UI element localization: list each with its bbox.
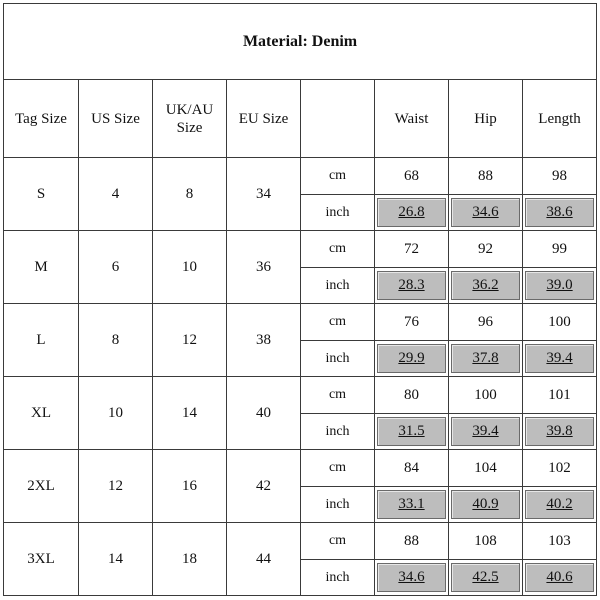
waist-cm-cell: 84 bbox=[375, 450, 449, 487]
header-eu-size: EU Size bbox=[227, 80, 301, 158]
header-us-size: US Size bbox=[79, 80, 153, 158]
tag-size-cell: L bbox=[4, 304, 79, 377]
header-unit bbox=[301, 80, 375, 158]
tag-size-cell: XL bbox=[4, 377, 79, 450]
waist-inch-cell bbox=[375, 414, 449, 450]
length-cm-cell: 103 bbox=[523, 523, 597, 560]
tag-size-cell: 3XL bbox=[4, 523, 79, 596]
us-size-cell: 10 bbox=[79, 377, 153, 450]
inch-value-highlight: 29.9 bbox=[377, 344, 446, 373]
hip-cm-cell: 96 bbox=[449, 304, 523, 341]
waist-inch-cell bbox=[375, 341, 449, 377]
header-waist: Waist bbox=[375, 80, 449, 158]
header-length: Length bbox=[523, 80, 597, 158]
length-inch-cell bbox=[523, 487, 597, 523]
inch-value-highlight: 40.9 bbox=[451, 490, 520, 519]
inch-value-highlight: 40.2 bbox=[525, 490, 594, 519]
tag-size-cell: 2XL bbox=[4, 450, 79, 523]
waist-cm-cell: 88 bbox=[375, 523, 449, 560]
length-cm-cell: 102 bbox=[523, 450, 597, 487]
length-cm-cell: 101 bbox=[523, 377, 597, 414]
length-inch-cell bbox=[523, 195, 597, 231]
eu-size-cell: 40 bbox=[227, 377, 301, 450]
hip-inch-cell bbox=[449, 487, 523, 523]
inch-value-highlight: 40.6 bbox=[525, 563, 594, 592]
inch-value-highlight: 28.3 bbox=[377, 271, 446, 300]
length-inch-cell bbox=[523, 268, 597, 304]
hip-cm-cell: 100 bbox=[449, 377, 523, 414]
inch-value-highlight: 36.2 bbox=[451, 271, 520, 300]
inch-value-highlight: 39.0 bbox=[525, 271, 594, 300]
inch-value-highlight: 39.4 bbox=[451, 417, 520, 446]
waist-cm-cell: 68 bbox=[375, 158, 449, 195]
ukau-size-cell: 18 bbox=[153, 523, 227, 596]
header-hip: Hip bbox=[449, 80, 523, 158]
tag-size-cell: S bbox=[4, 158, 79, 231]
header-tag-size: Tag Size bbox=[4, 80, 79, 158]
inch-value-highlight: 42.5 bbox=[451, 563, 520, 592]
length-cm-cell: 100 bbox=[523, 304, 597, 341]
ukau-size-cell: 16 bbox=[153, 450, 227, 523]
header-ukau-size: UK/AU Size bbox=[153, 80, 227, 158]
us-size-cell: 6 bbox=[79, 231, 153, 304]
us-size-cell: 8 bbox=[79, 304, 153, 377]
inch-value-highlight: 34.6 bbox=[451, 198, 520, 227]
inch-value-highlight: 37.8 bbox=[451, 344, 520, 373]
size-row-cm bbox=[4, 450, 597, 487]
size-row-cm bbox=[4, 523, 597, 560]
unit-cm-cell: cm bbox=[301, 377, 375, 414]
unit-inch-cell: inch bbox=[301, 195, 375, 231]
length-cm-cell: 99 bbox=[523, 231, 597, 268]
ukau-size-cell: 8 bbox=[153, 158, 227, 231]
hip-inch-cell bbox=[449, 414, 523, 450]
inch-value-highlight: 38.6 bbox=[525, 198, 594, 227]
waist-cm-cell: 80 bbox=[375, 377, 449, 414]
inch-value-highlight: 34.6 bbox=[377, 563, 446, 592]
ukau-size-cell: 14 bbox=[153, 377, 227, 450]
waist-inch-cell bbox=[375, 560, 449, 596]
inch-value-highlight: 39.8 bbox=[525, 417, 594, 446]
hip-cm-cell: 88 bbox=[449, 158, 523, 195]
hip-inch-cell bbox=[449, 268, 523, 304]
length-inch-cell bbox=[523, 414, 597, 450]
unit-inch-cell: inch bbox=[301, 560, 375, 596]
eu-size-cell: 42 bbox=[227, 450, 301, 523]
length-inch-cell bbox=[523, 341, 597, 377]
unit-inch-cell: inch bbox=[301, 341, 375, 377]
inch-value-highlight: 33.1 bbox=[377, 490, 446, 519]
inch-value-highlight: 26.8 bbox=[377, 198, 446, 227]
waist-inch-cell bbox=[375, 487, 449, 523]
size-row-cm bbox=[4, 377, 597, 414]
tag-size-cell: M bbox=[4, 231, 79, 304]
us-size-cell: 14 bbox=[79, 523, 153, 596]
inch-value-highlight: 31.5 bbox=[377, 417, 446, 446]
eu-size-cell: 34 bbox=[227, 158, 301, 231]
us-size-cell: 4 bbox=[79, 158, 153, 231]
unit-cm-cell: cm bbox=[301, 231, 375, 268]
size-row-cm bbox=[4, 231, 597, 268]
size-chart-table bbox=[3, 3, 597, 596]
eu-size-cell: 36 bbox=[227, 231, 301, 304]
hip-cm-cell: 104 bbox=[449, 450, 523, 487]
eu-size-cell: 38 bbox=[227, 304, 301, 377]
header-row bbox=[4, 80, 597, 158]
size-row-cm bbox=[4, 158, 597, 195]
title-row bbox=[4, 4, 597, 80]
unit-cm-cell: cm bbox=[301, 523, 375, 560]
unit-cm-cell: cm bbox=[301, 450, 375, 487]
hip-cm-cell: 108 bbox=[449, 523, 523, 560]
hip-inch-cell bbox=[449, 560, 523, 596]
inch-value-highlight: 39.4 bbox=[525, 344, 594, 373]
ukau-size-cell: 10 bbox=[153, 231, 227, 304]
hip-inch-cell bbox=[449, 341, 523, 377]
hip-inch-cell bbox=[449, 195, 523, 231]
unit-inch-cell: inch bbox=[301, 268, 375, 304]
waist-inch-cell bbox=[375, 195, 449, 231]
eu-size-cell: 44 bbox=[227, 523, 301, 596]
unit-inch-cell: inch bbox=[301, 487, 375, 523]
material-title: Material: Denim bbox=[4, 4, 597, 80]
ukau-size-cell: 12 bbox=[153, 304, 227, 377]
size-row-cm bbox=[4, 304, 597, 341]
waist-cm-cell: 72 bbox=[375, 231, 449, 268]
waist-inch-cell bbox=[375, 268, 449, 304]
unit-cm-cell: cm bbox=[301, 304, 375, 341]
unit-cm-cell: cm bbox=[301, 158, 375, 195]
us-size-cell: 12 bbox=[79, 450, 153, 523]
unit-inch-cell: inch bbox=[301, 414, 375, 450]
hip-cm-cell: 92 bbox=[449, 231, 523, 268]
waist-cm-cell: 76 bbox=[375, 304, 449, 341]
length-inch-cell bbox=[523, 560, 597, 596]
length-cm-cell: 98 bbox=[523, 158, 597, 195]
